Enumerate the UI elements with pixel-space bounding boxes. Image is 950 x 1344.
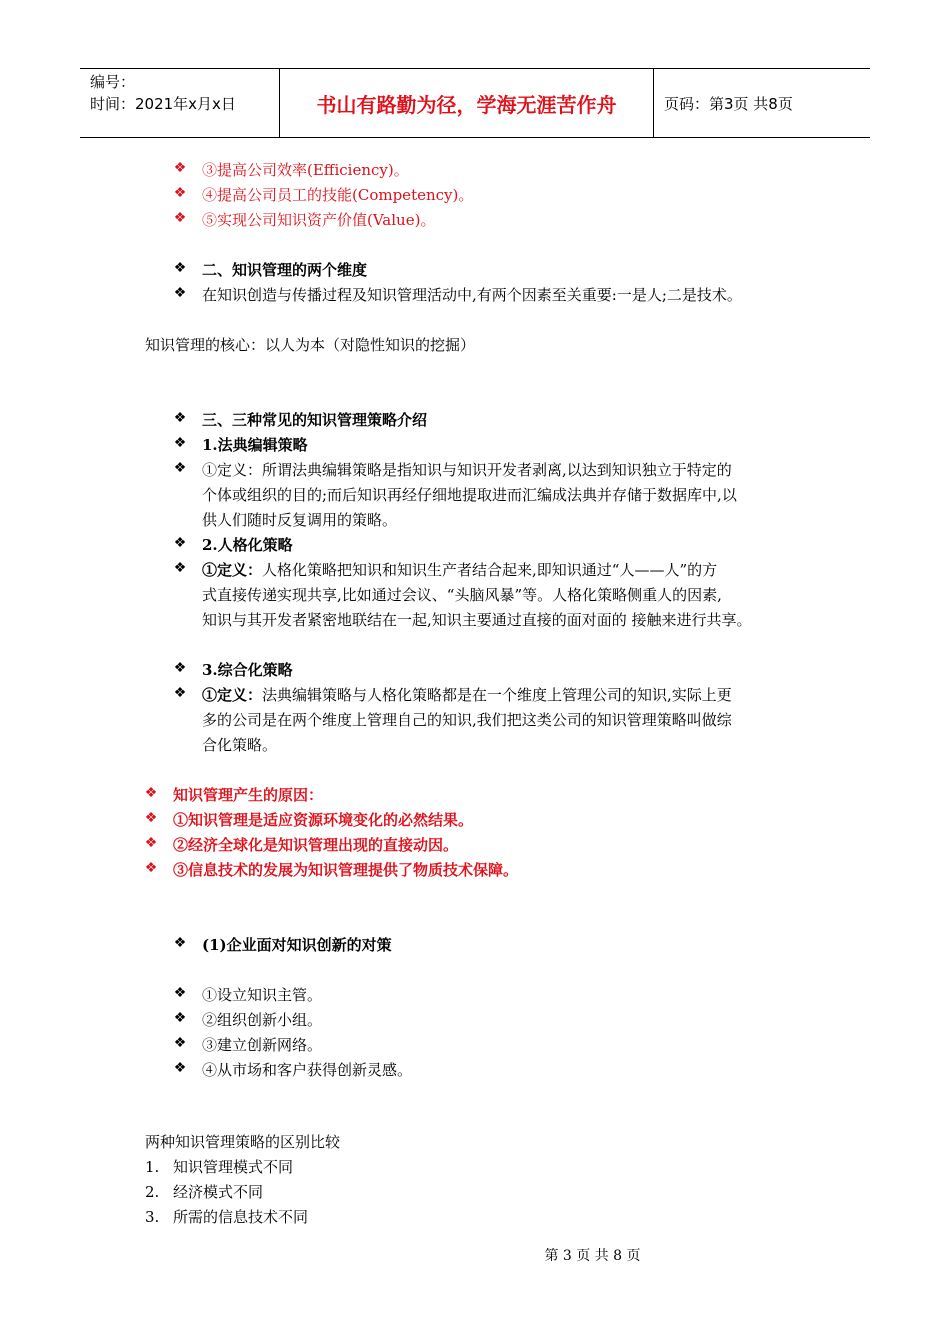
page-header xyxy=(80,68,870,138)
strategy2-line: 知识与其开发者紧密地联结在一起,知识主要通过直接的面对面的 接触来进行共享。 xyxy=(202,611,752,629)
page-footer: 第 3 页 共 8 页 xyxy=(544,1248,641,1264)
comparison-num: 3. xyxy=(145,1208,160,1226)
strategy3-line xyxy=(202,683,732,708)
comparison-text: 知识管理模式不同 xyxy=(173,1158,294,1176)
strategy3-def-label: ①定义： xyxy=(202,686,263,704)
comparison-item xyxy=(145,1180,263,1205)
strategy1-line: ①定义：所谓法典编辑策略是指知识与知识开发者剥离,以达到知识独立于特定的 xyxy=(202,461,732,479)
bullet-icon: ❖ xyxy=(144,835,158,851)
comparison-text: 经济模式不同 xyxy=(173,1183,264,1201)
section2-text: 在知识创造与传播过程及知识管理活动中,有两个因素至关重要:一是人;二是技术。 xyxy=(202,286,742,304)
bullet-icon: ❖ xyxy=(173,460,187,476)
bullet-icon: ❖ xyxy=(144,810,158,826)
strategy3-line: 多的公司是在两个维度上管理自己的知识,我们把这类公司的知识管理策略叫做综 xyxy=(202,711,732,729)
doc-time-label: 时间：2021年x月x日 xyxy=(90,95,236,113)
bullet-icon: ❖ xyxy=(173,435,187,451)
strategy2-title: 2.人格化策略 xyxy=(202,536,293,554)
reason-item: ①知识管理是适应资源环境变化的必然结果。 xyxy=(173,811,474,829)
innovation-title: (1)企业面对知识创新的对策 xyxy=(202,936,392,954)
innovation-item: ④从市场和客户获得创新灵感。 xyxy=(202,1061,413,1079)
strategy2-line: 式直接传递实现共享,比如通过会议、“头脑风暴”等。人格化策略侧重人的因素, xyxy=(202,586,722,604)
reason-item: ②经济全球化是知识管理出现的直接动因。 xyxy=(173,836,459,854)
bullet-icon: ❖ xyxy=(173,1010,187,1026)
bullet-icon: ❖ xyxy=(173,685,187,701)
reason-item: ③信息技术的发展为知识管理提供了物质技术保障。 xyxy=(173,861,519,879)
bullet-icon: ❖ xyxy=(173,560,187,576)
innovation-item: ③建立创新网络。 xyxy=(202,1036,323,1054)
section3-title: 三、三种常见的知识管理策略介绍 xyxy=(202,411,428,429)
strategy3-title: 3.综合化策略 xyxy=(202,661,293,679)
bullet-icon: ❖ xyxy=(173,160,187,176)
comparison-item xyxy=(145,1205,308,1230)
strategy3-def-text: 法典编辑策略与人格化策略都是在一个维度上管理公司的知识,实际上更 xyxy=(262,686,732,704)
bullet-icon: ❖ xyxy=(173,210,187,226)
goal-item: ③提高公司效率(Efficiency)。 xyxy=(202,161,409,179)
bullet-icon: ❖ xyxy=(173,535,187,551)
bullet-icon: ❖ xyxy=(173,985,187,1001)
strategy2-line xyxy=(202,558,717,583)
header-meta xyxy=(80,69,280,137)
bullet-icon: ❖ xyxy=(173,410,187,426)
strategy2-def-text: 人格化策略把知识和知识生产者结合起来,即知识通过“人——人”的方 xyxy=(262,561,718,579)
bullet-icon: ❖ xyxy=(173,285,187,301)
innovation-item: ①设立知识主管。 xyxy=(202,986,323,1004)
strategy1-title: 1.法典编辑策略 xyxy=(202,436,308,454)
comparison-num: 2. xyxy=(145,1183,160,1201)
bullet-icon: ❖ xyxy=(173,660,187,676)
bullet-icon: ❖ xyxy=(173,185,187,201)
bullet-icon: ❖ xyxy=(173,1060,187,1076)
comparison-num: 1. xyxy=(145,1158,160,1176)
comparison-item xyxy=(145,1155,293,1180)
bullet-icon: ❖ xyxy=(144,860,158,876)
comparison-text: 所需的信息技术不同 xyxy=(173,1208,309,1226)
bullet-icon: ❖ xyxy=(144,785,158,801)
goal-item: ⑤实现公司知识资产价值(Value)。 xyxy=(202,211,436,229)
strategy3-line: 合化策略。 xyxy=(202,736,278,754)
strategy2-def-label: ①定义： xyxy=(202,561,263,579)
innovation-item: ②组织创新小组。 xyxy=(202,1011,323,1029)
header-page-info: 页码：第3页 共8页 xyxy=(664,94,793,113)
doc-number-label: 编号： xyxy=(90,73,136,91)
strategy1-line: 个体或组织的目的;而后知识再经仔细地提取进而汇编成法典并存储于数据库中,以 xyxy=(202,486,737,504)
bullet-icon: ❖ xyxy=(173,935,187,951)
reasons-title: 知识管理产生的原因： xyxy=(173,786,324,804)
goal-item: ④提高公司员工的技能(Competency)。 xyxy=(202,186,474,204)
comparison-title: 两种知识管理策略的区别比较 xyxy=(145,1133,341,1151)
header-motto: 书山有路勤为径，学海无涯苦作舟 xyxy=(280,69,654,137)
strategy1-line: 供人们随时反复调用的策略。 xyxy=(202,511,398,529)
bullet-icon: ❖ xyxy=(173,260,187,276)
section2-title: 二、知识管理的两个维度 xyxy=(202,261,368,279)
bullet-icon: ❖ xyxy=(173,1035,187,1051)
core-statement: 知识管理的核心：以人为本（对隐性知识的挖掘） xyxy=(145,336,476,354)
